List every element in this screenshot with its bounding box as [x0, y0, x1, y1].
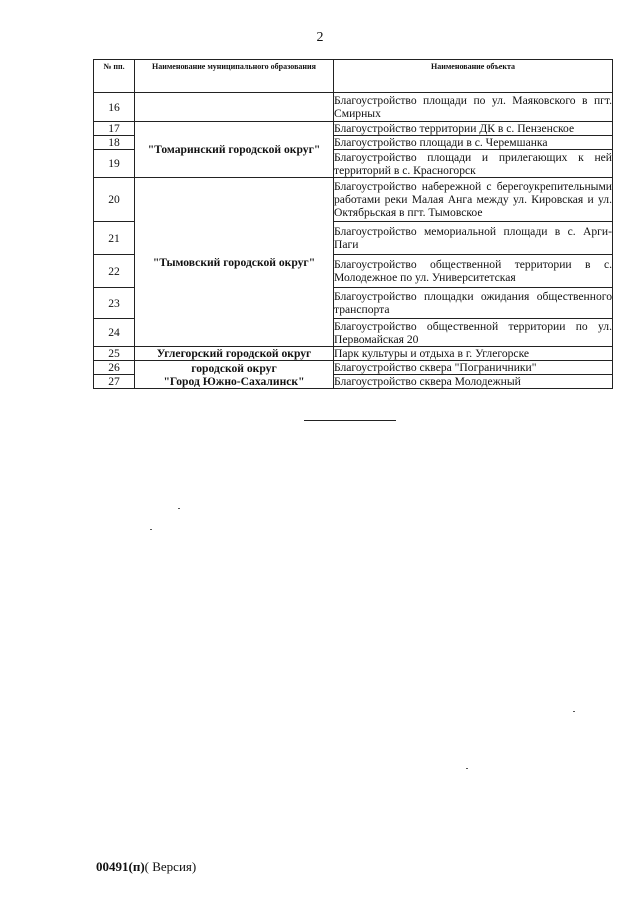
row-number: 25 — [94, 347, 135, 361]
object-cell: Благоустройство сквера "Пограничники" — [334, 361, 613, 375]
object-cell: Благоустройство площадки ожидания общественного транспорта — [334, 288, 613, 319]
document-code: 00491(п) — [96, 859, 145, 874]
row-number: 16 — [94, 93, 135, 122]
municipality-cell: Углегорский городской округ — [135, 347, 334, 361]
scan-speck — [178, 508, 180, 509]
object-cell: Благоустройство набережной с берегоукрепительными работами реки Малая Анга между ул. Кировская и ул. Октябрьская в пгт. Тымовское — [334, 178, 613, 222]
header-num: № пп. — [94, 60, 135, 93]
table-row — [94, 93, 613, 122]
row-number: 17 — [94, 122, 135, 136]
object-cell: Благоустройство площади и прилегающих к ней территорий в с. Красногорск — [334, 150, 612, 177]
separator-line — [304, 420, 396, 421]
row-number: 24 — [94, 319, 135, 347]
municipality-cell: "Томаринский городской округ" — [135, 122, 334, 178]
document-footer — [96, 859, 196, 875]
document-version: ( Версия) — [144, 859, 197, 874]
scan-speck — [466, 768, 468, 769]
row-number: 22 — [94, 255, 135, 288]
object-cell: Парк культуры и отдыха в г. Углегорске — [334, 347, 613, 361]
object-cell: Благоустройство общественной территории по ул. Первомайская 20 — [334, 319, 612, 346]
row-number: 26 — [94, 361, 135, 375]
table-row — [94, 347, 613, 361]
page-number: 2 — [316, 30, 324, 45]
objects-table — [93, 59, 613, 389]
scan-speck — [150, 529, 152, 530]
row-number: 27 — [94, 375, 135, 389]
table-header-row — [94, 60, 613, 93]
municipality-cell-empty — [135, 93, 334, 122]
row-number: 20 — [94, 178, 135, 222]
row-number: 19 — [94, 150, 135, 178]
row-number: 23 — [94, 288, 135, 319]
row-number: 21 — [94, 222, 135, 255]
object-cell: Благоустройство территории ДК в с. Пензенское — [334, 122, 613, 136]
scan-speck — [573, 711, 575, 712]
object-cell: Благоустройство мемориальной площади в с. Арги-Паги — [334, 222, 613, 255]
object-cell: Благоустройство сквера Молодежный — [334, 375, 613, 389]
header-municipality: Наименование муниципального образования — [135, 60, 334, 93]
municipality-line-1: городской округ — [191, 361, 277, 375]
row-number: 18 — [94, 136, 135, 150]
municipality-cell: "Тымовский городской округ" — [135, 178, 334, 347]
object-cell: Благоустройство площади по ул. Маяковского в пгт. Смирных — [334, 94, 612, 120]
table-row — [94, 178, 613, 222]
municipality-line-2: "Город Южно-Сахалинск" — [163, 374, 305, 388]
municipality-cell — [135, 361, 334, 389]
object-cell: Благоустройство площади в с. Черемшанка — [334, 136, 613, 150]
header-object: Наименование объекта — [334, 60, 613, 93]
table-row — [94, 361, 613, 375]
table-row — [94, 122, 613, 136]
object-cell: Благоустройство общественной территории в с. Молодежное по ул. Университетская — [334, 255, 613, 288]
